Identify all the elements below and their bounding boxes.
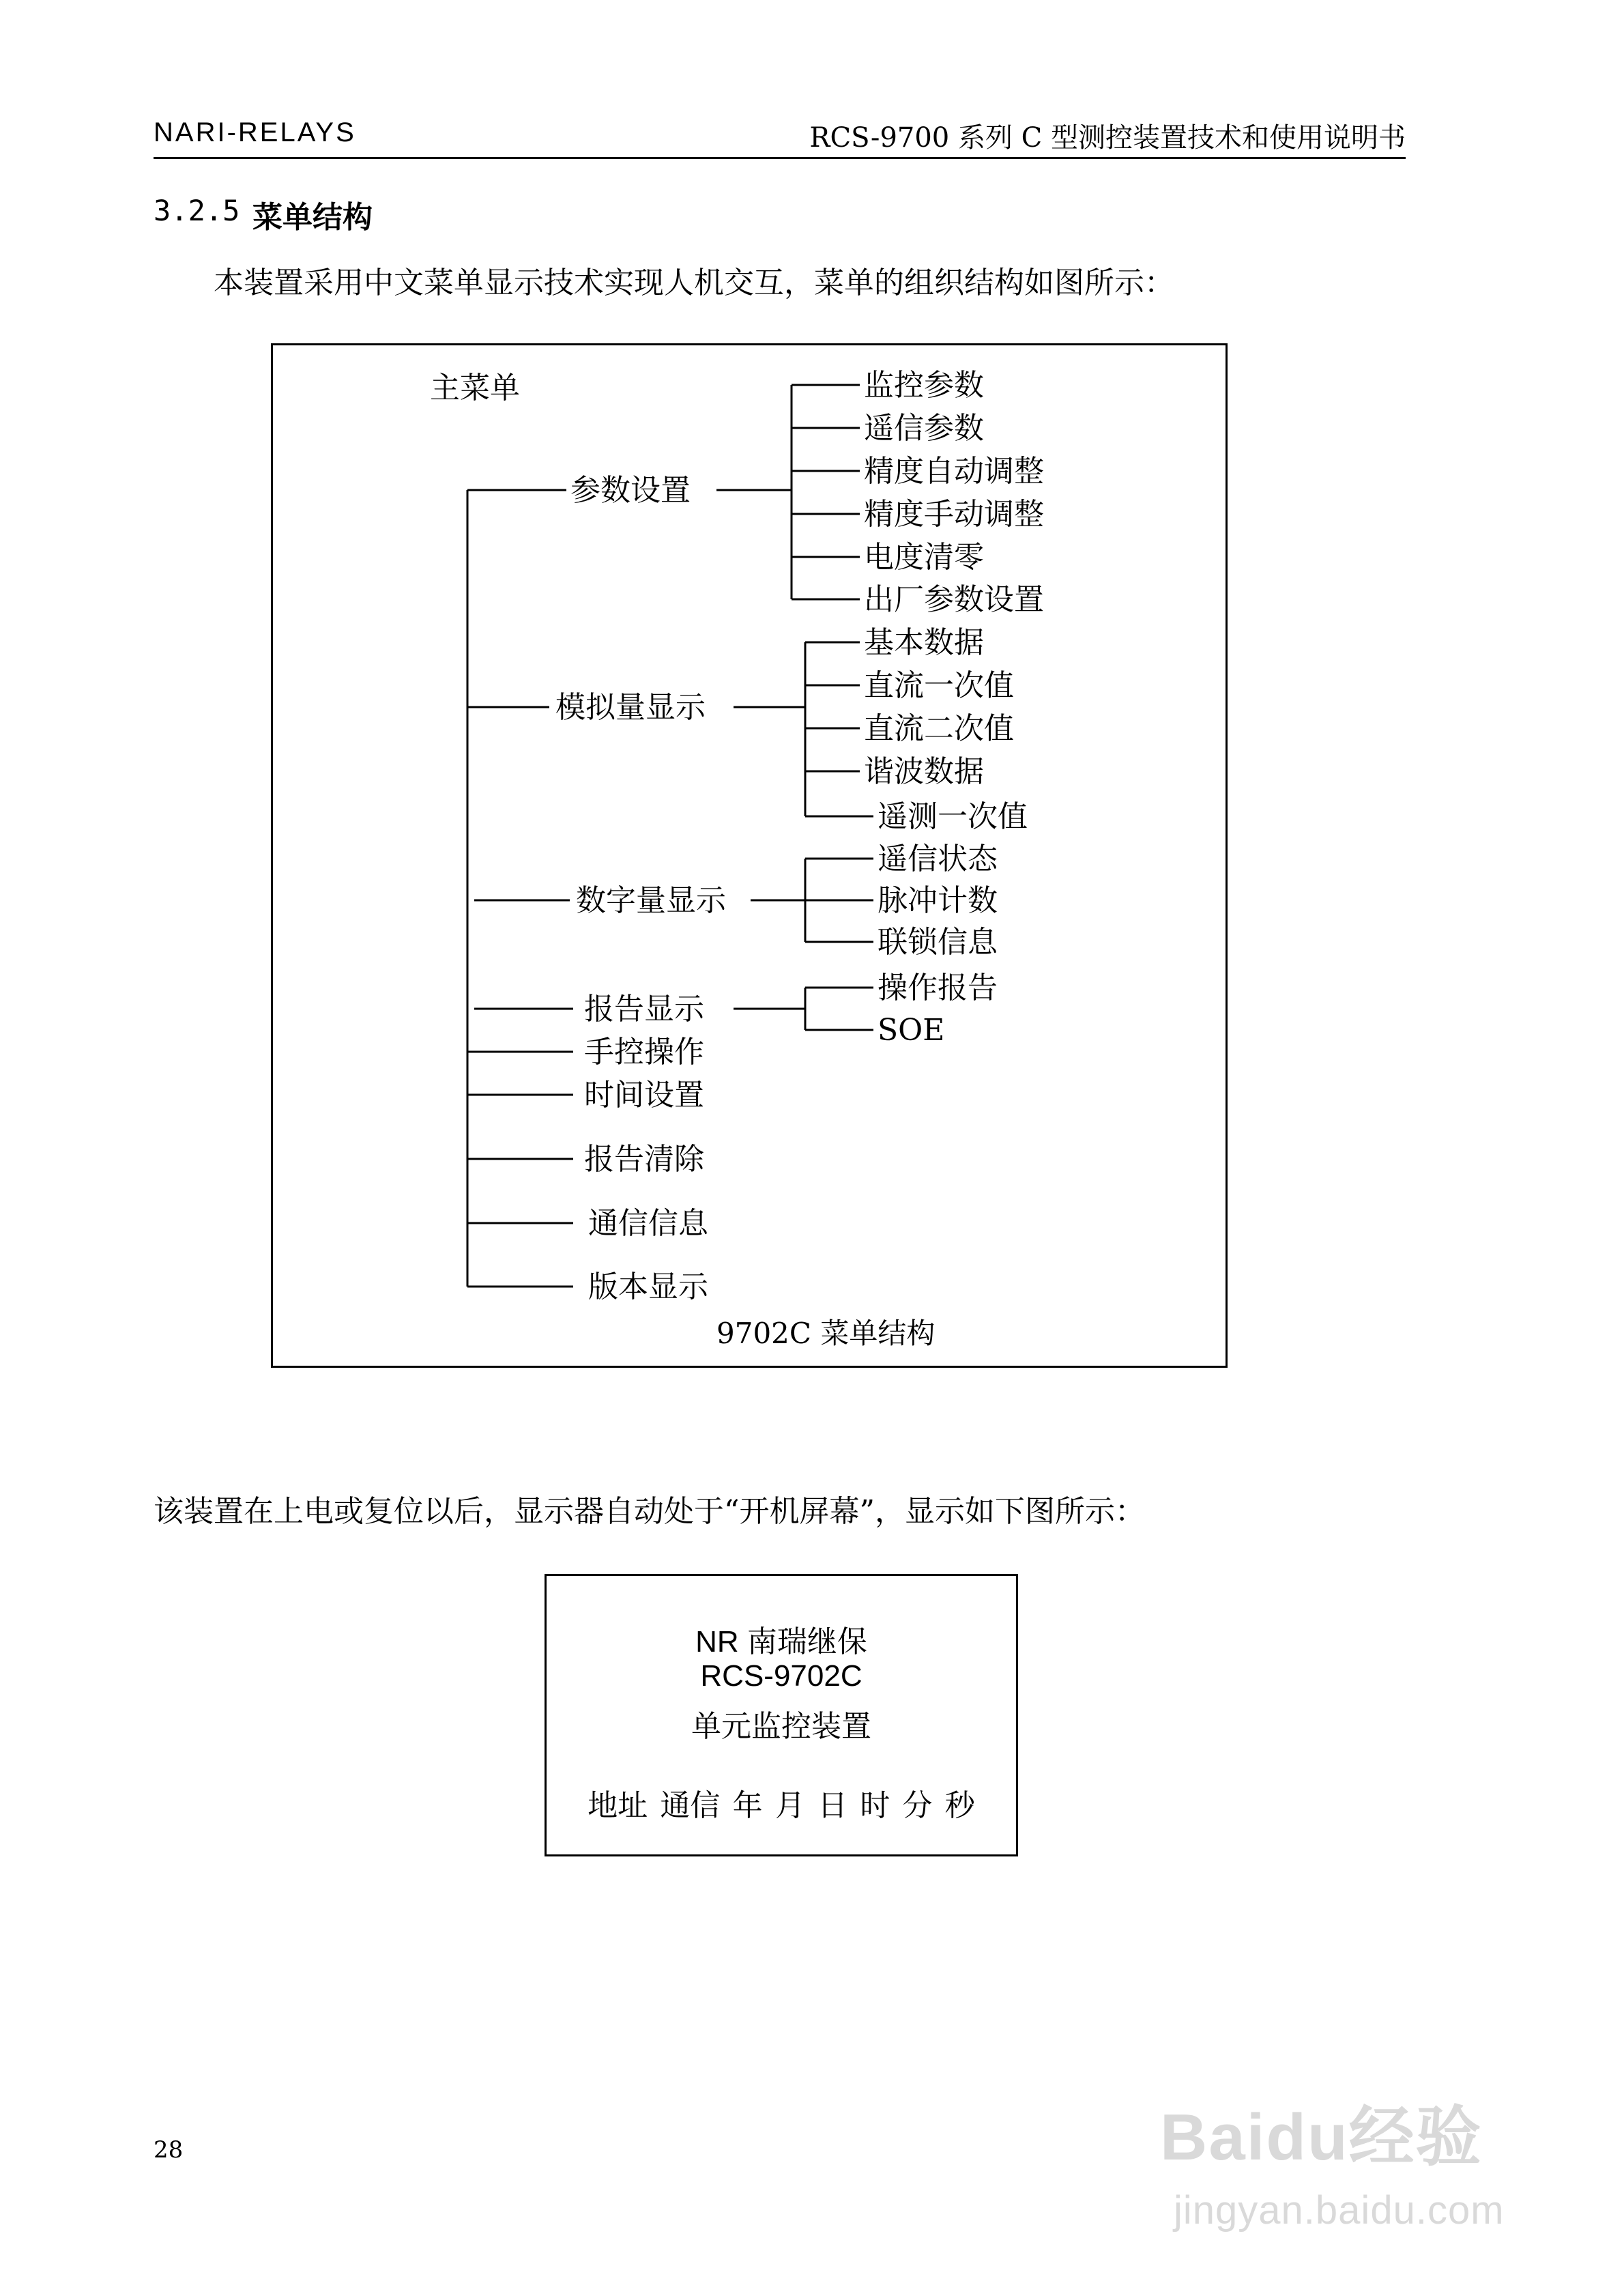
menu-item-digital-display: 数字量显示 [576, 883, 726, 918]
startup-screen-line-model: RCS-9702C [700, 1659, 862, 1693]
submenu-item: 精度手动调整 [864, 497, 1044, 532]
submenu-item: 遥测一次值 [878, 799, 1028, 834]
menu-tree-svg [273, 345, 1226, 1366]
submenu-item: 监控参数 [864, 368, 984, 403]
header-brand: NARI-RELAYS [154, 117, 356, 147]
submenu-item: 谐波数据 [864, 754, 984, 789]
submenu-item: 联锁信息 [878, 925, 998, 960]
submenu-item: 操作报告 [878, 971, 998, 1005]
submenu-item: 遥信参数 [864, 411, 984, 446]
menu-item-comm-info: 通信信息 [588, 1206, 708, 1241]
submenu-item: 直流二次值 [864, 711, 1014, 746]
submenu-item: 精度自动调整 [864, 454, 1044, 489]
menu-item-report-clear: 报告清除 [584, 1142, 704, 1177]
section-intro: 本装置采用中文菜单显示技术实现人机交互，菜单的组织结构如图所示： [214, 266, 1174, 300]
startup-description: 该装置在上电或复位以后，显示器自动处于“开机屏幕”，显示如下图所示： [154, 1494, 1145, 1529]
submenu-item: 基本数据 [864, 625, 984, 660]
startup-screen-line-brand: NR 南瑞继保 [695, 1625, 867, 1659]
submenu-item: 出厂参数设置 [864, 582, 1044, 617]
section-number: 3.2.5 [154, 194, 240, 227]
menu-root: 主菜单 [430, 371, 520, 405]
submenu-item: 脉冲计数 [878, 883, 998, 918]
section-title: 菜单结构 [252, 201, 373, 234]
menu-item-analog-display: 模拟量显示 [555, 690, 706, 725]
menu-item-param-settings: 参数设置 [570, 473, 691, 508]
header-document-title: RCS-9700 系列 C 型测控装置技术和使用说明书 [809, 122, 1406, 154]
watermark [1160, 2085, 1542, 2263]
menu-item-report-display: 报告显示 [584, 992, 704, 1027]
startup-screen-line-status: 地址 通信 年 月 日 时 分 秒 [588, 1789, 975, 1822]
menu-item-version-display: 版本显示 [588, 1269, 708, 1304]
submenu-item: 直流一次值 [864, 668, 1014, 703]
submenu-item: 电度清零 [864, 540, 984, 575]
watermark-url: jingyan.baidu.com [1174, 2188, 1505, 2233]
submenu-item: SOE [878, 1013, 945, 1048]
header-rule [154, 157, 1406, 159]
startup-screen-illustration [545, 1574, 1018, 1856]
startup-screen-line-device: 单元监控装置 [691, 1710, 871, 1743]
menu-structure-diagram [271, 343, 1228, 1368]
diagram-caption: 9702C 菜单结构 [716, 1317, 936, 1350]
watermark-logo: Baidu经验 [1160, 2101, 1483, 2174]
menu-item-time-settings: 时间设置 [584, 1078, 704, 1113]
menu-item-manual-control: 手控操作 [584, 1035, 704, 1070]
page-number: 28 [154, 2136, 184, 2164]
submenu-item: 遥信状态 [878, 842, 998, 876]
